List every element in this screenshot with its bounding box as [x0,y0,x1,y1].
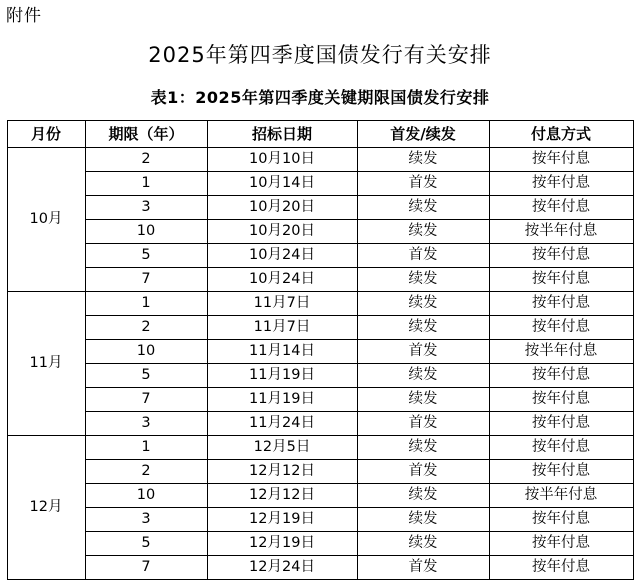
bid-date-cell: 12月19日 [207,532,357,556]
interest-method-cell: 按半年付息 [489,340,633,364]
issue-type-cell: 续发 [357,532,489,556]
bid-date-cell: 10月20日 [207,196,357,220]
table-row [7,484,633,508]
column-header-month: 月份 [7,121,85,148]
issue-type-cell: 续发 [357,364,489,388]
bid-date-cell: 10月14日 [207,172,357,196]
issue-type-cell: 续发 [357,292,489,316]
term-cell: 1 [85,292,207,316]
column-header-term: 期限（年） [85,121,207,148]
issue-type-cell: 续发 [357,388,489,412]
table-row [7,532,633,556]
interest-method-cell: 按年付息 [489,316,633,340]
interest-method-cell: 按半年付息 [489,220,633,244]
issue-type-cell: 续发 [357,508,489,532]
issue-type-cell: 首发 [357,172,489,196]
issue-type-cell: 续发 [357,220,489,244]
interest-method-cell: 按年付息 [489,460,633,484]
term-cell: 3 [85,412,207,436]
bid-date-cell: 12月24日 [207,556,357,580]
bid-date-cell: 12月12日 [207,484,357,508]
issue-type-cell: 首发 [357,460,489,484]
term-cell: 10 [85,484,207,508]
bid-date-cell: 11月7日 [207,316,357,340]
table-row [7,388,633,412]
bid-date-cell: 11月24日 [207,412,357,436]
bid-date-cell: 11月14日 [207,340,357,364]
issue-type-cell: 续发 [357,436,489,460]
table-row [7,364,633,388]
term-cell: 1 [85,436,207,460]
term-cell: 1 [85,172,207,196]
term-cell: 7 [85,268,207,292]
interest-method-cell: 按年付息 [489,436,633,460]
table-row [7,268,633,292]
bid-date-cell: 12月12日 [207,460,357,484]
term-cell: 7 [85,388,207,412]
attachment-label: 附件 [6,6,42,26]
month-cell: 10月 [7,148,85,292]
term-cell: 5 [85,364,207,388]
interest-method-cell: 按年付息 [489,556,633,580]
interest-method-cell: 按年付息 [489,532,633,556]
table-row [7,148,633,172]
interest-method-cell: 按年付息 [489,508,633,532]
bid-date-cell: 11月19日 [207,388,357,412]
table-body [7,148,633,580]
term-cell: 2 [85,460,207,484]
term-cell: 3 [85,196,207,220]
bond-issuance-table [7,120,634,580]
month-cell: 12月 [7,436,85,580]
issue-type-cell: 首发 [357,556,489,580]
interest-method-cell: 按年付息 [489,268,633,292]
column-header-issue-type: 首发/续发 [357,121,489,148]
issue-type-cell: 续发 [357,148,489,172]
issue-type-cell: 续发 [357,316,489,340]
table-row [7,196,633,220]
interest-method-cell: 按年付息 [489,148,633,172]
interest-method-cell: 按年付息 [489,196,633,220]
interest-method-cell: 按年付息 [489,244,633,268]
term-cell: 5 [85,532,207,556]
bid-date-cell: 11月19日 [207,364,357,388]
table-header-row [7,121,633,148]
table-row [7,292,633,316]
issue-type-cell: 首发 [357,412,489,436]
table-header [7,121,633,148]
column-header-interest-method: 付息方式 [489,121,633,148]
table-row [7,460,633,484]
issue-type-cell: 首发 [357,244,489,268]
term-cell: 2 [85,316,207,340]
bid-date-cell: 10月24日 [207,244,357,268]
interest-method-cell: 按年付息 [489,172,633,196]
bid-date-cell: 10月10日 [207,148,357,172]
term-cell: 5 [85,244,207,268]
table-row [7,412,633,436]
table-row [7,508,633,532]
bid-date-cell: 12月19日 [207,508,357,532]
table-row [7,556,633,580]
month-cell: 11月 [7,292,85,436]
term-cell: 10 [85,220,207,244]
table-row [7,244,633,268]
bid-date-cell: 12月5日 [207,436,357,460]
term-cell: 2 [85,148,207,172]
table-row [7,340,633,364]
page-title: 2025年第四季度国债发行有关安排 [148,43,492,67]
term-cell: 7 [85,556,207,580]
bid-date-cell: 11月7日 [207,292,357,316]
column-header-bid-date: 招标日期 [207,121,357,148]
table-row [7,316,633,340]
interest-method-cell: 按年付息 [489,364,633,388]
table-row [7,172,633,196]
table-row [7,220,633,244]
table-row [7,436,633,460]
interest-method-cell: 按年付息 [489,412,633,436]
interest-method-cell: 按年付息 [489,292,633,316]
issue-type-cell: 首发 [357,340,489,364]
term-cell: 3 [85,508,207,532]
issue-type-cell: 续发 [357,196,489,220]
bid-date-cell: 10月20日 [207,220,357,244]
issue-type-cell: 续发 [357,268,489,292]
interest-method-cell: 按年付息 [489,388,633,412]
issue-type-cell: 续发 [357,484,489,508]
term-cell: 10 [85,340,207,364]
bid-date-cell: 10月24日 [207,268,357,292]
interest-method-cell: 按半年付息 [489,484,633,508]
table-caption: 表1：2025年第四季度关键期限国债发行安排 [150,88,490,107]
